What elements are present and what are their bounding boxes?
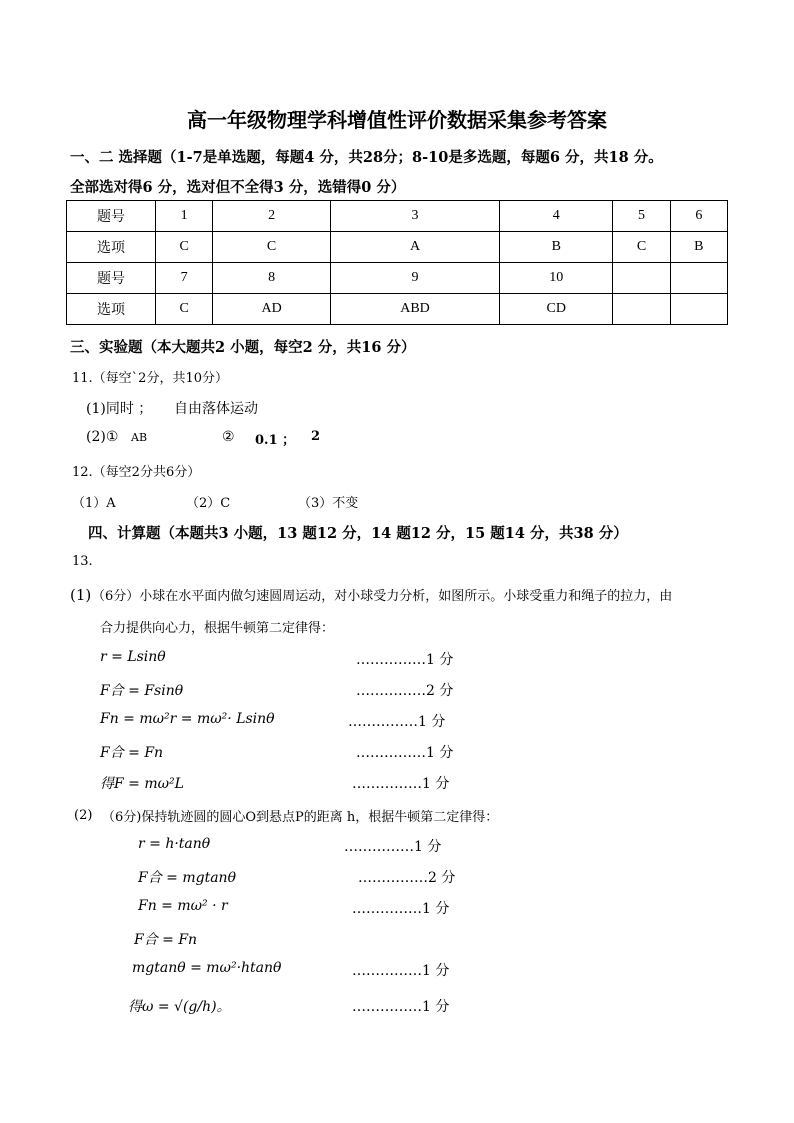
equation: F合 = Fsinθ [100,683,184,699]
table-cell [613,294,670,325]
table-cell: 10 [500,263,613,294]
table-cell [613,263,670,294]
table-row [67,201,728,232]
score-label: ……………1 分 [344,839,442,855]
q13-label: 13. [72,554,93,569]
table-cell: C [156,232,213,263]
q11-part1-answer: 自由落体运动 [174,401,258,417]
table-cell: 选项 [67,232,156,263]
equation: F合 = Fn [134,932,198,948]
equation: mgtanθ = mω²·htanθ [132,960,282,976]
table-cell: 7 [156,263,213,294]
score-label: ……………1 分 [352,901,450,917]
equation: 得F = mω²L [100,776,184,792]
q12-answer-3: （3）不变 [298,496,359,511]
table-cell: C [156,294,213,325]
table-cell: 题号 [67,201,156,232]
score-label: ……………1 分 [356,745,454,761]
table-cell: B [670,232,727,263]
table-cell: AD [213,294,331,325]
q13-part2-text: （6分)保持轨迹圆的圆心O到悬点P的距离 h，根据牛顿第二定律得： [102,810,499,825]
q11-part1-number: (1)同时 ； [86,401,153,417]
score-label: ……………1 分 [352,963,450,979]
q13-part1-text-1: （6分）小球在水平面内做匀速圆周运动，对小球受力分析，如图所示。小球受重力和绳子的拉力，由 [92,589,673,604]
q11-part2-answer-c: 2 [311,429,321,444]
section-3-heading: 三、实验题（本大题共2 小题，每空2 分，共16 分） [70,339,416,356]
table-cell [670,294,727,325]
table-cell: 3 [330,201,499,232]
table-cell: 6 [670,201,727,232]
table-cell: 2 [213,201,331,232]
table-row [67,263,728,294]
table-cell: 4 [500,201,613,232]
equation: F合 = Fn [100,745,164,761]
table-cell: C [213,232,331,263]
table-row [67,294,728,325]
equation: r = Lsinθ [100,649,166,665]
table-row [67,232,728,263]
table-cell: 8 [213,263,331,294]
table-cell: 题号 [67,263,156,294]
score-label: ……………1 分 [352,776,450,792]
q11-part2-answer-a: AB [131,431,148,444]
page-title: 高一年级物理学科增值性评价数据采集参考答案 [187,108,607,132]
equation: F合 = mgtanθ [138,870,236,886]
q12-answer-1: （1）A [72,496,116,511]
equation: r = h·tanθ [138,836,211,852]
section-1-2-note: 全部选对得6 分，选对但不全得3 分，选错得0 分） [70,179,406,196]
score-label: ……………1 分 [348,714,446,730]
q13-part1-text-2: 合力提供向心力，根据牛顿第二定律得： [100,621,335,636]
score-label: ……………2 分 [358,870,456,886]
table-cell: A [330,232,499,263]
table-cell [670,263,727,294]
table-cell: B [500,232,613,263]
section-4-heading: 四、计算题（本题共3 小题，13 题12 分，14 题12 分，15 题14 分，共38 分） [88,525,628,542]
q11-part2-answer-b: 0.1 ； [255,433,296,448]
table-cell: CD [500,294,613,325]
equation: Fn = mω²r = mω²· Lsinθ [100,711,275,727]
q11-part2-number: (2)① [86,429,119,445]
answer-table [66,200,728,325]
q11-part2-circle-2: ② [222,429,235,445]
table-cell: 选项 [67,294,156,325]
equation: 得ω = √(g/h)。 [128,999,231,1015]
table-cell: 1 [156,201,213,232]
equation: Fn = mω² · r [138,898,228,914]
table-cell: C [613,232,670,263]
score-label: ……………2 分 [356,683,454,699]
q12-answer-2: （2）C [186,496,231,511]
score-label: ……………1 分 [352,999,450,1015]
q13-part2-number: (2) [74,808,93,823]
q13-part1-number: (1) [70,586,92,604]
q11-label: 11.（每空`2分，共10分） [72,371,228,386]
score-label: ……………1 分 [356,652,454,668]
q12-label: 12.（每空2分共6分） [72,465,201,480]
table-cell: 9 [330,263,499,294]
section-1-2-heading: 一、二 选择题（1-7是单选题，每题4 分，共28分；8-10是多选题，每题6 分，共18 分。 [70,149,663,166]
table-cell: 5 [613,201,670,232]
table-cell: ABD [330,294,499,325]
